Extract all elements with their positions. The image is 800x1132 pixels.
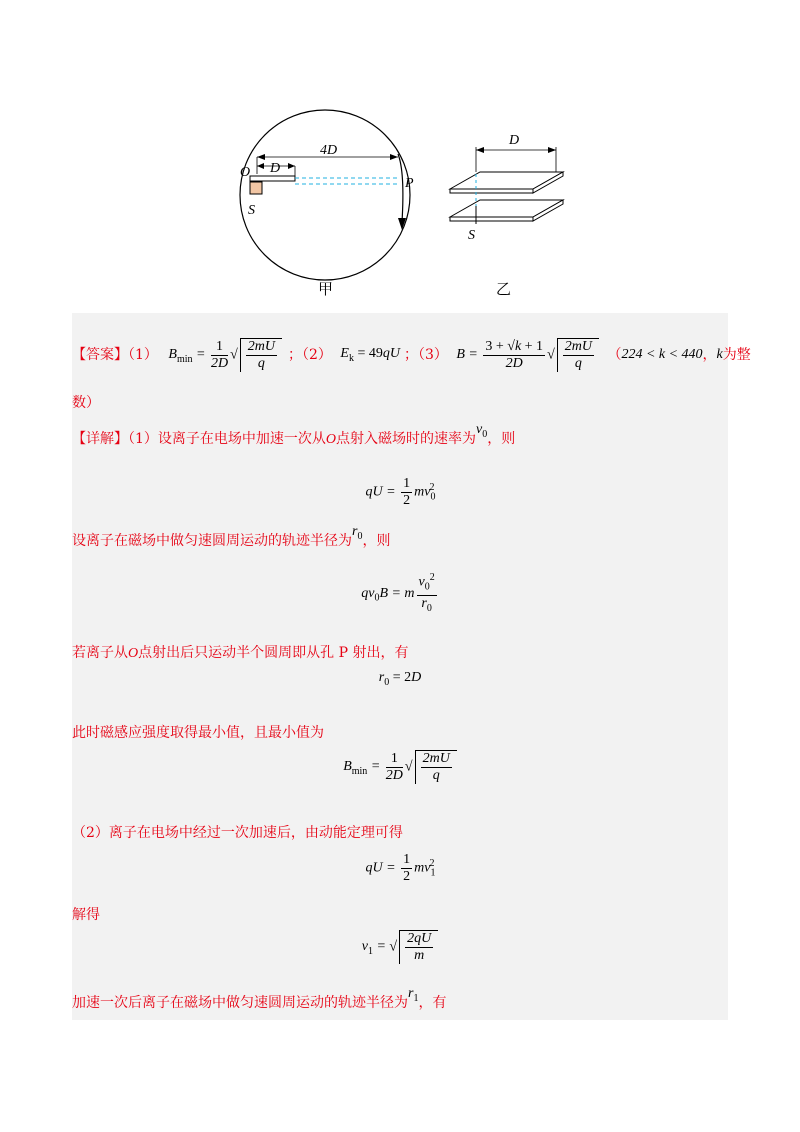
label-S-right: S [468,228,475,243]
caption-yi: 乙 [496,280,512,298]
eq-b-answer: B = $\frac{3 + √k + 1}{2D}$ √ $\frac{2mU}{q}$ [456,338,599,372]
figure [230,92,580,302]
eq-lorentz-v0: $qv_0B = m$ $\frac{v_0^2}{r_0}$ [361,572,435,615]
sym-r1: $r_1$ [408,986,419,1004]
label-D-right: D [509,133,520,148]
answer-k: k [716,347,723,362]
answer-line [72,338,751,372]
answer-tag: 【答案】 [72,347,128,363]
detail-O-3: O [128,646,139,661]
answer-cond-mid: ， [702,347,717,363]
detail-line-7 [72,986,447,1012]
detail-line-2 [72,524,391,550]
answer-cond-end: 为整 [722,347,751,363]
detail-O-1: O [325,432,337,447]
figure-svg [230,92,580,302]
eq-r0: $r_0 = 2D$ [378,670,422,688]
eq-ek-answer: $E_k = 49qU$ [340,346,400,364]
detail-text-2c: ，则 [362,533,391,549]
upper-plate-top [450,172,563,189]
detail-text-2: 设离子在磁场中做匀速圆周运动的轨迹半径为 [72,533,352,549]
detail-line-6: 解得 [72,907,100,923]
answer-sep1: ；（2） [288,347,332,363]
label-S-left: S [248,203,255,218]
eq-energy-v1: qU = $\frac{1}{2}$ $mv_1^2$ [365,852,436,884]
detail-text-1c: ，则 [487,431,516,447]
detail-text-7: 加速一次后离子在磁场中做匀速圆周运动的轨迹半径为 [72,995,408,1011]
caption-jia: 甲 [318,280,334,298]
detail-text-1a: （1）设离子在电场中加速一次从 [128,431,326,447]
eq-bmin-answer: $B_{min}$ = $\frac{1}{2D}$ √ $\frac{2mU}{q}$ [168,338,282,372]
answer-cont: 数） [72,395,100,411]
exit-trajectory [398,154,403,222]
detail-line-1 [72,422,516,448]
eq-v1: $v_1$ = √ $\frac{2qU}{m}$ [0,930,800,964]
label-D-left: D [270,161,281,176]
detail-text-3a: 若离子从 [72,645,128,661]
detail-text-3b: 点射出后只运动半个圆周即从孔 P 射出，有 [138,645,409,661]
detail-text-7c: ，有 [418,995,447,1011]
detail-tag: 【详解】 [72,431,128,447]
detail-text-1b: 点射入磁场时的速率为 [336,431,477,447]
detail-line-4: 此时磁感应强度取得最小值，且最小值为 [72,725,324,741]
eq-energy-v0: qU = $\frac{1}{2}$ $mv_0^2$ [365,476,436,508]
detail-line-3 [72,642,408,662]
answer-sep2: ；（3） [403,347,448,363]
solution-panel [72,313,728,1020]
lower-plate-top [450,200,563,217]
sym-v0: $v_0$ [476,422,488,440]
label-O: O [240,165,251,180]
magnetic-field-circle [240,110,410,280]
detail-line-5: （2）离子在电场中经过一次加速后，由动能定理可得 [72,825,403,841]
electrode-plate [250,176,295,181]
answer-condition: 224 < k < 440 [621,347,703,362]
answer-cond-open: （ [607,347,622,363]
ion-source [250,182,262,194]
eq-bmin: $B_{min}$ = $\frac{1}{2D}$ √ $\frac{2mU}{q}$ [0,750,800,784]
answer-part1: （1） [128,347,158,363]
label-P: P [405,176,414,191]
sym-r0: $r_0$ [352,524,363,542]
label-4D: 4D [320,143,338,158]
